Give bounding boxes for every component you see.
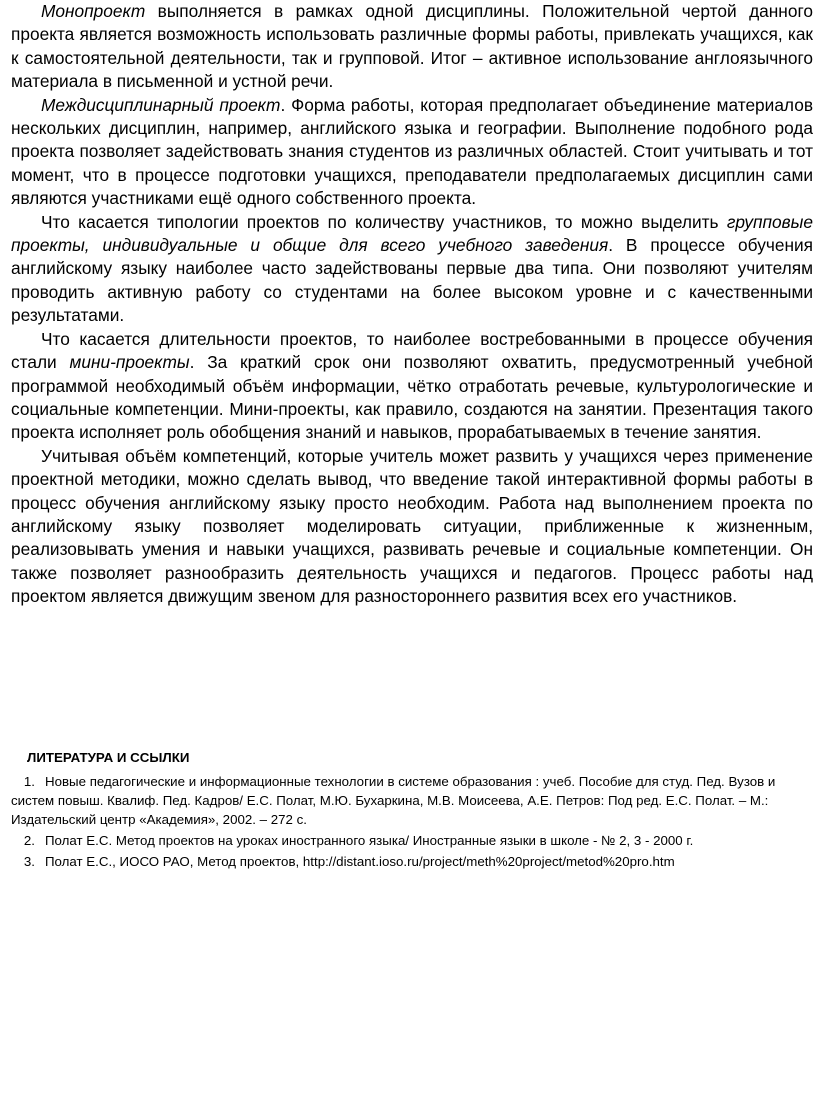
paragraph-text: Что касается типологии проектов по количеству участников, то можно выделить [41,211,727,232]
paragraph-duration [11,328,813,445]
reference-item [11,772,813,829]
paragraph-text: . За краткий срок они позволяют охватить, предусмотренный учебной программой необходимый объём информации, чётко отработать речевые, культурологические и социальные компетенции. Мини-проекты, как правило, создаются на занятии. Презентация такого проекта исполняет роль обобщения знаний и навыков, прорабатываемых в течение занятия. [11,352,814,443]
references-list [11,772,813,871]
references-section [11,748,813,873]
reference-link[interactable]: Полат Е.С., ИОСО РАО, Метод проектов, http://distant.ioso.ru/project/meth%20project/metod%20pro.htm [45,854,675,869]
paragraph-interdisciplinary [11,94,813,211]
references-title: ЛИТЕРАТУРА И ССЫЛКИ [27,750,190,765]
paragraph-text: . Форма работы, которая предполагает объединение материалов нескольких дисциплин, например, английского языка и географии. Выполнение подобного рода проекта позволяет задействовать знания студентов из различных областей. Стоит учитывать и тот момент, что в процессе подготовки учащихся, преподаватели предполагаемых дисциплин сами являются участниками ещё одного собственного проекта. [11,94,813,209]
paragraph-text: Что касается длительности проектов, то наиболее востребованными в процессе обучения стали [11,328,813,373]
reference-number: 3. [23,854,35,869]
paragraph-monoproject [11,0,813,94]
body-text [11,0,813,609]
reference-text: Полат Е.С. Метод проектов на уроках иностранного языка/ Иностранные языки в школе - № 2, 3 - 2000 г. [45,833,694,848]
paragraph-text: . В процессе обучения английскому языку наиболее часто задействованы первые два типа. Они позволяют учителям проводить активную работу со студентами на более высоком уровне и с качественными результатами. [11,235,813,326]
reference-text: Новые педагогические и информационные технологии в системе образования : учеб. Пособие для студ. Пед. Вузов и систем повыш. Квалиф. Пед. Кадров/ Е.С. Полат, М.Ю. Бухаркина, М.В. Моисеева, А.Е. Петров: Под ред. Е.С. Полат. – М.: Издательский центр «Академия», 2002. – 272 с. [11,774,776,827]
term-monoproject: Монопроект [41,1,146,21]
paragraph-text: Учитывая объём компетенций, которые учитель может развить у учащихся через применение проектной методики, можно сделать вывод, что введение такой интерактивной формы работы в процесс обучения английскому языку просто необходим. Работа над выполнением проекта по английскому языку позволяет моделировать ситуации, приближенные к жизненным, реализовывать умения и навыки учащихся, развивать речевые и социальные компетенции. Он также позволяет разнообразить деятельность учащихся и педагогов. Процесс работы над проектом является движущим звеном для разностороннего развития всех его участников. [11,445,813,607]
reference-number: 1. [23,774,35,789]
term-mini-projects: мини-проекты [69,352,190,373]
term-interdisciplinary: Междисциплинарный проект [41,94,281,115]
paragraph-participants [11,211,813,328]
paragraph-text: выполняется в рамках одной дисциплины. Положительной чертой данного проекта является возможность использовать различные формы работы, привлекать учащихся, как к самостоятельной деятельности, так и групповой. Итог – активное использование англоязычного материала в письменной и устной речи. [11,1,813,92]
term-project-types: групповые проекты, индивидуальные и общие для всего учебного заведения [11,211,813,256]
paragraph-conclusion [11,445,813,609]
reference-item [11,831,813,850]
reference-item [11,852,813,871]
reference-number: 2. [23,833,35,848]
